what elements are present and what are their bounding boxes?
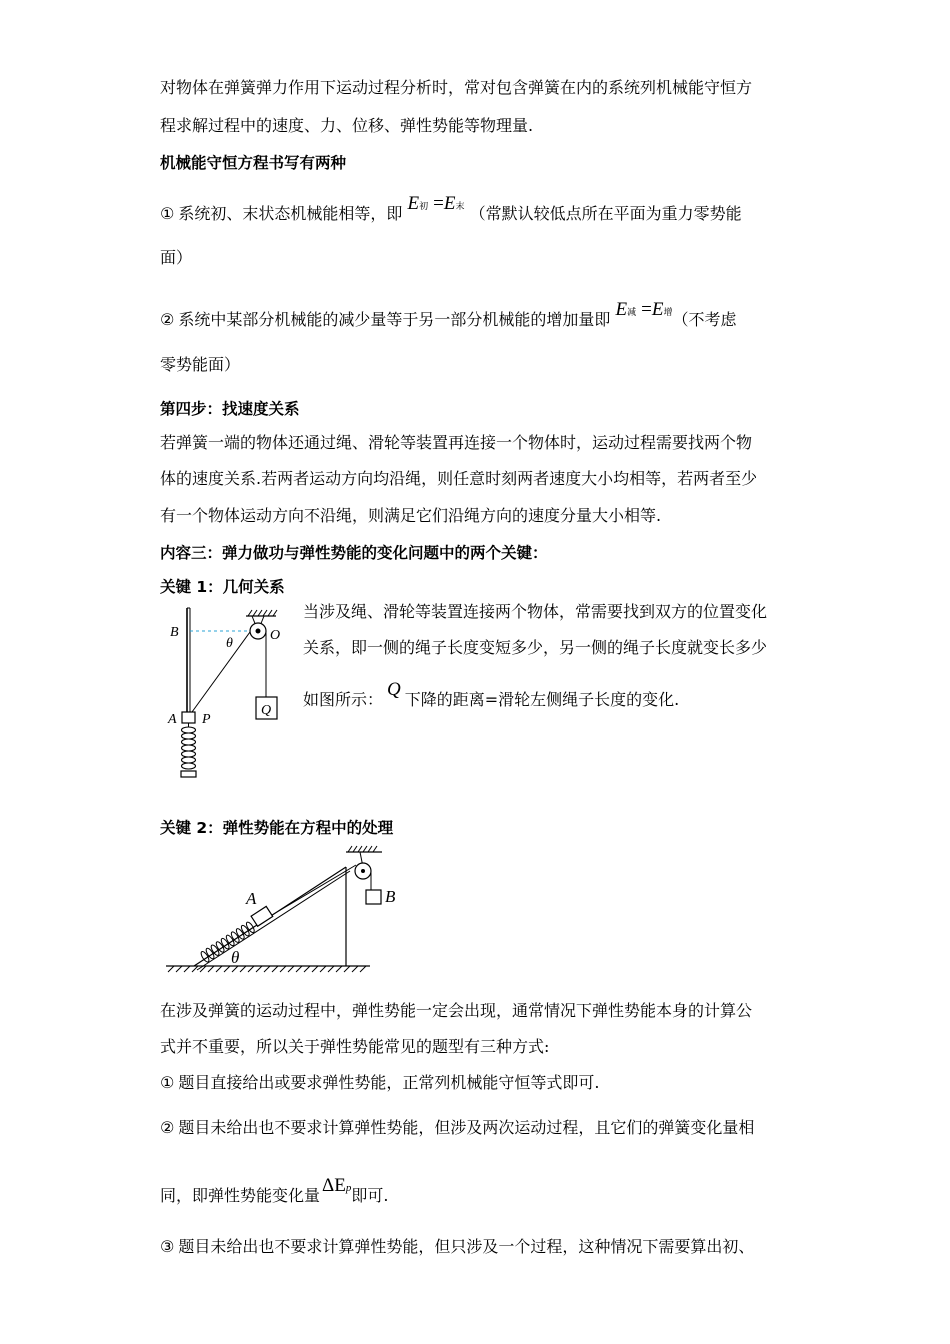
section-heading: 关键 2：弹性势能在方程中的处理	[160, 819, 394, 837]
paragraph-line: 关系，即一侧的绳子长度变短多少，另一侧的绳子长度就变长多少	[303, 638, 768, 657]
label-p: P	[202, 712, 211, 727]
label-b: B	[385, 887, 396, 906]
item-number: ①	[160, 204, 175, 223]
paragraph-line	[303, 679, 680, 710]
section-heading: 关键 1：几何关系	[160, 578, 285, 596]
item-text: 题目直接给出或要求弹性势能，正常列机械能守恒等式即可.	[178, 1073, 600, 1092]
math-symbol: E	[615, 299, 628, 320]
item-number: ②	[160, 1118, 175, 1137]
math-subscript: 减	[627, 308, 637, 318]
paragraph-line: 在涉及弹簧的运动过程中，弹性势能一定会出现，通常情况下弹性势能本身的计算公	[160, 1001, 753, 1020]
item-number: ③	[160, 1237, 175, 1256]
paragraph-line: 程求解过程中的速度、力、位移、弹性势能等物理量.	[160, 116, 534, 135]
item-number: ②	[160, 310, 175, 329]
method-item-continuation	[160, 1175, 389, 1208]
paragraph-line: 式并不重要，所以关于弹性势能常见的题型有三种方式:	[160, 1037, 550, 1056]
item-number: ①	[160, 1073, 175, 1092]
math-equals: =	[433, 193, 444, 214]
label-q: Q	[261, 703, 272, 718]
label-o: O	[270, 628, 281, 643]
section-heading: 第四步：找速度关系	[160, 400, 300, 418]
paragraph-line: 当涉及绳、滑轮等装置连接两个物体，常需要找到双方的位置变化	[303, 602, 768, 621]
label-theta: θ	[231, 948, 240, 967]
method-item	[160, 1237, 754, 1257]
figure-incline-spring	[160, 840, 396, 975]
method-item	[160, 1073, 599, 1093]
text: 如图所示：	[303, 690, 384, 709]
item-text: 系统初、末状态机械能相等，即	[178, 204, 403, 223]
math-subscript: 末	[455, 202, 465, 212]
paragraph-line: 对物体在弹簧弹力作用下运动过程分析时，常对包含弹簧在内的系统列机械能守恒方	[160, 78, 753, 97]
section-heading: 机械能守恒方程书写有两种	[160, 154, 347, 172]
method-item	[160, 1118, 754, 1138]
math-symbol: E	[443, 193, 456, 214]
item-text-after: （不考虑	[672, 310, 737, 329]
math-symbol: ΔE	[322, 1175, 346, 1196]
text: 同，即弹性势能变化量	[160, 1186, 321, 1205]
item-text: 系统中某部分机械能的减少量等于另一部分机械能的增加量即	[178, 310, 611, 329]
item-continuation: 面）	[160, 248, 193, 267]
item-text-after: （常默认较低点所在平面为重力零势能	[469, 204, 742, 223]
figure-pulley-spring	[160, 600, 300, 785]
paragraph-line: 体的速度关系.若两者运动方向均沿绳，则任意时刻两者速度大小均相等，若两者至少	[160, 469, 758, 488]
label-a: A	[246, 889, 257, 908]
text: 即可.	[351, 1186, 389, 1205]
math-equals: =	[641, 299, 652, 320]
item-2	[160, 299, 737, 333]
section-heading: 内容三：弹力做功与弹性势能的变化问题中的两个关键：	[160, 544, 548, 562]
math-symbol: E	[651, 299, 664, 320]
label-a: A	[168, 712, 177, 727]
math-subscript: 增	[663, 308, 673, 318]
text: 下降的距离=滑轮左侧绳子长度的变化.	[404, 690, 680, 709]
paragraph-line: 有一个物体运动方向不沿绳，则满足它们沿绳方向的速度分量大小相等.	[160, 506, 662, 525]
math-symbol: E	[407, 193, 420, 214]
item-text: 题目未给出也不要求计算弹性势能，但只涉及一个过程，这种情况下需要算出初、	[178, 1237, 755, 1256]
math-symbol: Q	[387, 679, 401, 700]
paragraph-line: 若弹簧一端的物体还通过绳、滑轮等装置再连接一个物体时，运动过程需要找两个物	[160, 433, 753, 452]
item-continuation: 零势能面）	[160, 355, 241, 374]
label-theta: θ	[226, 636, 233, 651]
item-text: 题目未给出也不要求计算弹性势能，但涉及两次运动过程，且它们的弹簧变化量相	[178, 1118, 755, 1137]
math-subscript: 初	[419, 202, 429, 212]
math-subscript: p	[345, 1182, 352, 1194]
label-b: B	[170, 625, 179, 640]
item-1	[160, 193, 742, 227]
